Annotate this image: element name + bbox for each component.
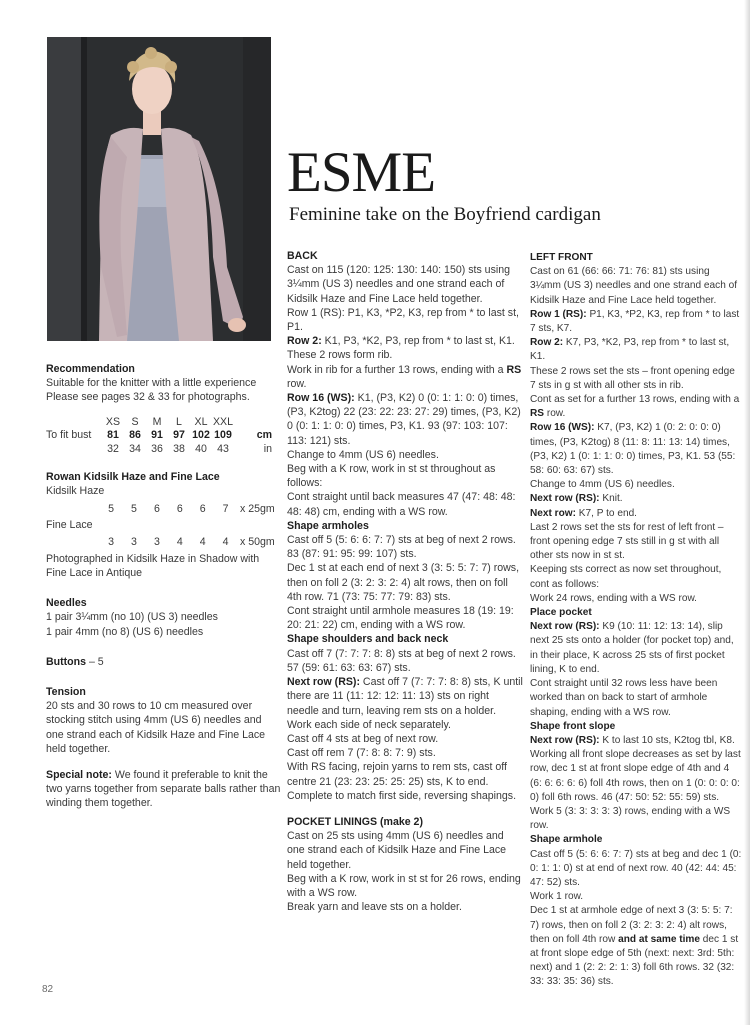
size-label: M [152,415,162,428]
lf-front-slope-3: Work 5 (3: 3: 3: 3: 3) rows, ending with a WS row. [530,805,731,832]
back-neck: With RS facing, rejoin yarns to rem sts, cast off centre 21 (23: 23: 25: 25: 25) sts, K to end. [287,761,507,788]
special-note [46,768,282,811]
lf-place-pocket-heading: Place pocket [530,607,592,619]
lf-row1-text: P1, K3, *P2, K3, rep from * to last 7 sts, K7. [530,308,740,335]
back-next-row-text: Cast off 7 (7: 7: 7: 8: 8) sts, K until there are 11 (11: 12: 12: 11: 13) sts on right needle and turn, leaving rem sts on a holder. [287,676,523,717]
yarn-heading: Rowan Kidsilk Haze and Fine Lace [46,471,220,484]
lf-row1-label: Row 1 (RS): [530,308,587,320]
lf-row16-text: K7, (P3, K2) 1 (0: 2: 0: 0: 0) times, (P3, K2tog) 8 (11: 8: 11: 13: 14) times, (P3, K2) 1 (0: 1: 1: 0: 0) times, P3, K1. 53 (55: 58: 60: 63: 67) sts. [530,422,736,477]
kidsilk-quantities [46,503,282,517]
lf-armhole-3 [530,904,742,989]
lf-change-needles: Change to 4mm (US 6) needles. [530,479,675,491]
back-armholes: Dec 1 st at each end of next 3 (3: 5: 5: 7: 7) rows, then on foll 2 (3: 2: 3: 2: 4) alt rows, then on foll 4th row. 71 (73: 75: 77: 79: 83) sts. [287,562,520,603]
finelace-label: Fine Lace [46,519,93,532]
back-rib-rs: RS [506,363,522,376]
lf-armhole-heading: Shape armhole [530,834,603,846]
back-change-needles: Change to 4mm (US 6) needles. [287,448,439,461]
lf-armhole-3a: Dec 1 st at armhole edge of next 3 (3: 5: 5: 7: 7) rows, then on foll 2 (3: 2: 3: 2: 4) alt rows, then on foll 4th row [530,905,733,945]
kidsilk-qty: 6 [199,502,206,515]
bust-cm: 97 [173,429,185,442]
finelace-qty: 3 [153,536,160,549]
lf-cast-on: Cast on 61 (66: 66: 71: 76: 81) sts using 3¼mm (US 3) needles and one strand each of Kidsilk Haze and Fine Lace held together. [530,266,738,306]
back-row1: Row 1 (RS): P1, K3, *P2, K3, rep from * to last st, P1. [287,306,519,334]
finelace-qty: 4 [199,536,206,549]
pattern-title: ESME [287,141,436,204]
lf-front-slope-heading: Shape front slope [530,720,616,732]
lf-front-slope-2: Working all front slope decreases as set by last row, dec 1 st at front slope edge of 4th and 4 (6: 6: 6: 6: 6) foll 4th rows, then on 1 (0: 0: 0: 0: 0) foll 6th rows. 46 (47: 50: 52: 55: 59) sts. [530,749,741,803]
back-rib-work-text: Work in rib for a further 13 rows, ending with a [287,363,507,376]
back-rib-end: row. [287,377,307,390]
lf-next-k7-label: Next row: [530,507,576,519]
right-column [530,251,742,990]
size-label: S [131,415,139,428]
lf-keeping: Keeping sts correct as now set throughout, cont as follows: [530,564,722,590]
pocket-text: Beg with a K row, work in st st for 26 rows, ending with a WS row. [287,872,521,899]
back-armholes: Cont straight until armhole measures 18 (19: 19: 20: 21: 22) cm, ending with a WS row. [287,605,514,632]
lf-row2-text: K7, P3, *K2, P3, rep from * to last st, K1. [530,337,730,363]
kidsilk-qty: 6 [176,502,183,515]
lf-row16-label: Row 16 (WS): [530,422,595,434]
special-note-heading: Special note: [46,768,112,781]
lf-armhole-2: Work 1 row. [530,891,584,903]
lf-next-knit-label: Next row (RS): [530,493,600,505]
fit-bust-label: To fit bust [46,429,92,442]
lf-next-knit-text: Knit. [599,493,623,505]
back-neck: Work each side of neck separately. [287,718,451,731]
finelace-qty: 4 [222,536,229,549]
lf-row1 [530,308,742,336]
pocket-text: Cast on 25 sts using 4mm (US 6) needles and one strand each of Kidsilk Haze and Fine Lace held together. [287,830,507,871]
back-armholes-heading: Shape armholes [287,519,369,532]
special-note-text: We found it preferable to knit the two yarns together from separate balls rather than winding them together. [46,768,281,810]
bust-cm: 81 [107,429,119,442]
back-row2-text: K1, P3, *K2, P3, rep from * to last st, K1. [321,335,515,348]
lf-rib-note: These 2 rows set the sts – front opening edge 7 sts in g st with all other sts in rib. [530,365,735,391]
back-neck: Cast off 4 sts at beg of next row. [287,732,439,745]
finelace-qty: 3 [108,536,115,549]
left-front-heading: LEFT FRONT [530,252,593,263]
in-unit: in [263,442,272,455]
back-shoulders-heading: Shape shoulders and back neck [287,633,449,646]
back-neck: Cast off rem 7 (7: 8: 8: 7: 9) sts. [287,747,436,760]
pattern-subtitle: Feminine take on the Boyfriend cardigan [289,204,601,225]
buttons-count: – 5 [86,655,104,668]
recommendation-text: Suitable for the knitter with a little experience [46,377,257,390]
back-row16-label: Row 16 (WS): [287,392,355,405]
finelace-qty: 4 [176,536,183,549]
lf-front-slope [530,734,742,748]
lf-place-pocket [530,620,742,677]
bust-in: 34 [129,442,141,455]
back-cast-on: Cast on 115 (120: 125: 130: 140: 150) sts using 3¼mm (US 3) needles and one strand each of Kidsilk Haze and Fine Lace held together. [287,264,511,305]
finelace-qty: 3 [131,536,137,549]
back-neck: Complete to match first side, reversing shapings. [287,789,517,802]
back-row2-label: Row 2: [287,335,322,348]
back-row16-text: K1, (P3, K2) 0 (0: 1: 1: 0: 0) times, (P3, K2tog) 22 (23: 22: 23: 27: 29) times, (P3, K2) 0 (0: 1: 1: 0: 0) times, P3, K1. 93 (97: 103: 107: 113: 121) sts. [287,392,521,447]
lf-next-knit [530,492,742,506]
back-armholes: Cast off 5 (5: 6: 6: 7: 7) sts at beg of next 2 rows. 83 (87: 91: 95: 99: 107) sts. [287,534,516,561]
bust-cm: 91 [151,429,163,442]
kidsilk-qty: 5 [108,502,115,515]
back-row2 [287,334,523,348]
recommendation-pages: Please see pages 32 & 33 for photographs. [46,391,250,404]
back-rib-work [287,363,523,391]
kidsilk-qty: 6 [153,502,160,515]
kidsilk-label: Kidsilk Haze [46,485,105,498]
lf-cont-set-text: Cont as set for a further 13 rows, ending with a [530,394,740,406]
kidsilk-qty: 7 [222,502,229,515]
buttons-heading: Buttons [46,655,87,668]
size-label: XXL [212,415,234,428]
lf-next-k7-text: K7, P to end. [576,507,637,519]
lf-armhole-3c: dec 1 st at front slope edge of 5th (next: next: 3rd: 5th: next) and 1 (2: 2: 2: 1: 3) foll 6th rows. 32 (32: 33: 33: 35: 36) sts. [530,933,739,988]
back-beg-k-row: Beg with a K row, work in st st throughout as follows: [287,463,496,490]
lf-armhole-1: Cast off 5 (5: 6: 6: 7: 7) sts at beg and dec 1 (0: 0: 1: 1: 0) st at end of next row. 40 (42: 44: 45: 47: 52) sts. [530,848,742,888]
pocket-text: Break yarn and leave sts on a holder. [287,901,462,914]
lf-cont-rs: RS [530,408,545,420]
photographed-line: Photographed in Kidsilk Haze in Shadow with [46,552,260,565]
lf-row2 [530,336,742,364]
left-column [46,362,282,811]
tension-heading: Tension [46,685,86,698]
bust-in: 43 [217,442,229,455]
middle-column [287,249,523,914]
kidsilk-unit: x 25gm [240,502,275,515]
lf-row2-label: Row 2: [530,337,564,349]
lf-place-pocket-text: K9 (10: 11: 12: 13: 14), slip next 25 sts onto a holder (for pocket top) and, in their place, K across 25 sts of first pocket lining, K to end. [530,621,734,675]
bust-in: 40 [195,442,207,455]
finelace-quantities [46,536,282,550]
lf-next-k7 [530,507,742,521]
back-next-row [287,675,523,718]
bust-cm: 102 [192,429,210,442]
buttons-line [46,655,282,669]
pocket-heading: POCKET LININGS (make 2) [287,815,423,828]
bust-in: 36 [151,442,163,455]
lf-armhole-3b: and at same time [618,933,700,945]
needles-line: 1 pair 4mm (no 8) (US 6) needles [46,625,204,638]
bust-in: 32 [107,442,119,455]
back-cont-straight: Cont straight until back measures 47 (47: 48: 48: 48: 48) cm, ending with a WS row. [287,491,516,518]
back-shoulders: Cast off 7 (7: 7: 7: 8: 8) sts at beg of next 2 rows. 57 (59: 61: 63: 63: 67) sts. [287,647,516,674]
page-edge-shadow [744,0,750,1025]
bust-cm: 86 [129,429,141,442]
tension-text: 20 sts and 30 rows to 10 cm measured over stocking stitch using 4mm (US 6) needles and one strand each of Kidsilk Haze and Fine Lace held together. [46,700,266,755]
lf-place-pocket-label: Next row (RS): [530,621,600,633]
lf-row16 [530,421,742,478]
back-heading: BACK [287,250,318,262]
model-illustration [47,37,271,341]
bust-cm: 109 [214,429,232,442]
size-label: L [176,415,182,428]
lf-work24: Work 24 rows, ending with a WS row. [530,592,697,604]
size-label: XS [105,415,121,428]
photographed-line: Fine Lace in Antique [46,566,143,579]
lf-front-slope-text: K to last 10 sts, K2tog tbl, K8. [599,734,735,746]
model-photo [47,37,271,341]
needles-line: 1 pair 3¼mm (no 10) (US 3) needles [46,611,218,624]
size-label: XL [194,415,208,428]
needles-heading: Needles [46,597,87,610]
finelace-unit: x 50gm [240,536,275,549]
bust-in: 38 [173,442,185,455]
lf-last-2-rows: Last 2 rows set the sts for rest of left front – front opening edge 7 sts still in g st with all other sts now in st st. [530,521,724,562]
lf-cont-until: Cont straight until 32 rows less have been worked than on back to start of armhole shaping, ending with a WS row. [530,678,718,718]
recommendation-heading: Recommendation [46,363,135,375]
back-row16 [287,391,523,448]
cm-unit: cm [256,429,272,442]
lf-cont-end: row. [544,408,566,420]
back-rib-note: These 2 rows form rib. [287,349,393,362]
lf-front-slope-label: Next row (RS): [530,734,600,746]
size-table [46,416,272,457]
page-number: 82 [42,984,54,995]
lf-cont-set [530,393,742,421]
kidsilk-qty: 5 [131,502,137,515]
back-next-row-label: Next row (RS): [287,676,360,689]
